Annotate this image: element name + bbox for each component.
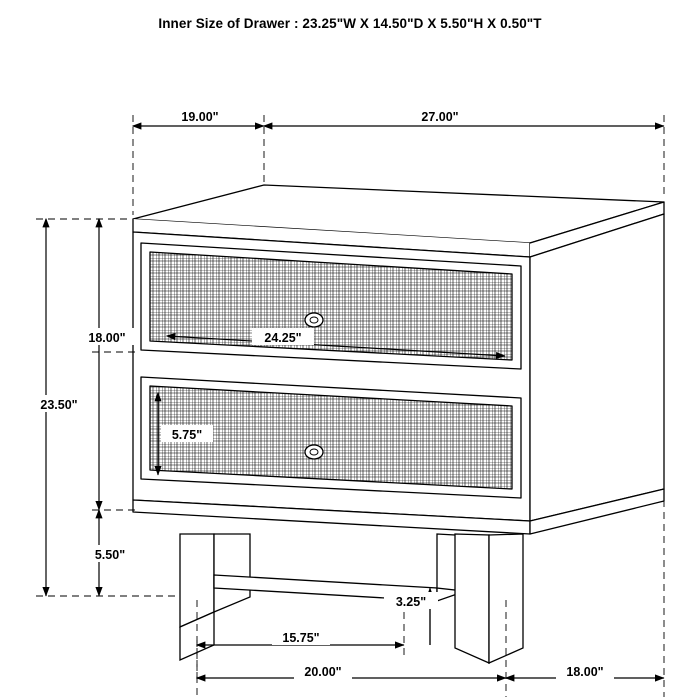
dim-top-left: 19.00" xyxy=(181,110,219,124)
dim-drawer-lower-height: 5.75" xyxy=(171,428,203,442)
dim-drawer-top-width: 24.25" xyxy=(264,331,302,345)
dim-base-inner: 15.75" xyxy=(282,631,320,645)
dim-stretcher-height: 3.25" xyxy=(395,595,427,609)
dim-base-front: 20.00" xyxy=(304,665,342,679)
cabinet-body xyxy=(133,185,664,534)
dim-base-side: 18.00" xyxy=(566,665,604,679)
dim-height-total: 23.50" xyxy=(40,398,78,412)
base-legs xyxy=(180,534,523,663)
dim-height-upper: 18.00" xyxy=(88,331,126,345)
dim-leg-height: 5.50" xyxy=(94,548,126,562)
dim-top-right: 27.00" xyxy=(421,110,459,124)
page-title: Inner Size of Drawer : 23.25"W X 14.50"D X 5.50"H X 0.50"T xyxy=(158,16,542,31)
drawer-knob-icon[interactable] xyxy=(305,313,323,327)
drawer-knob-icon-lower[interactable] xyxy=(305,445,323,459)
